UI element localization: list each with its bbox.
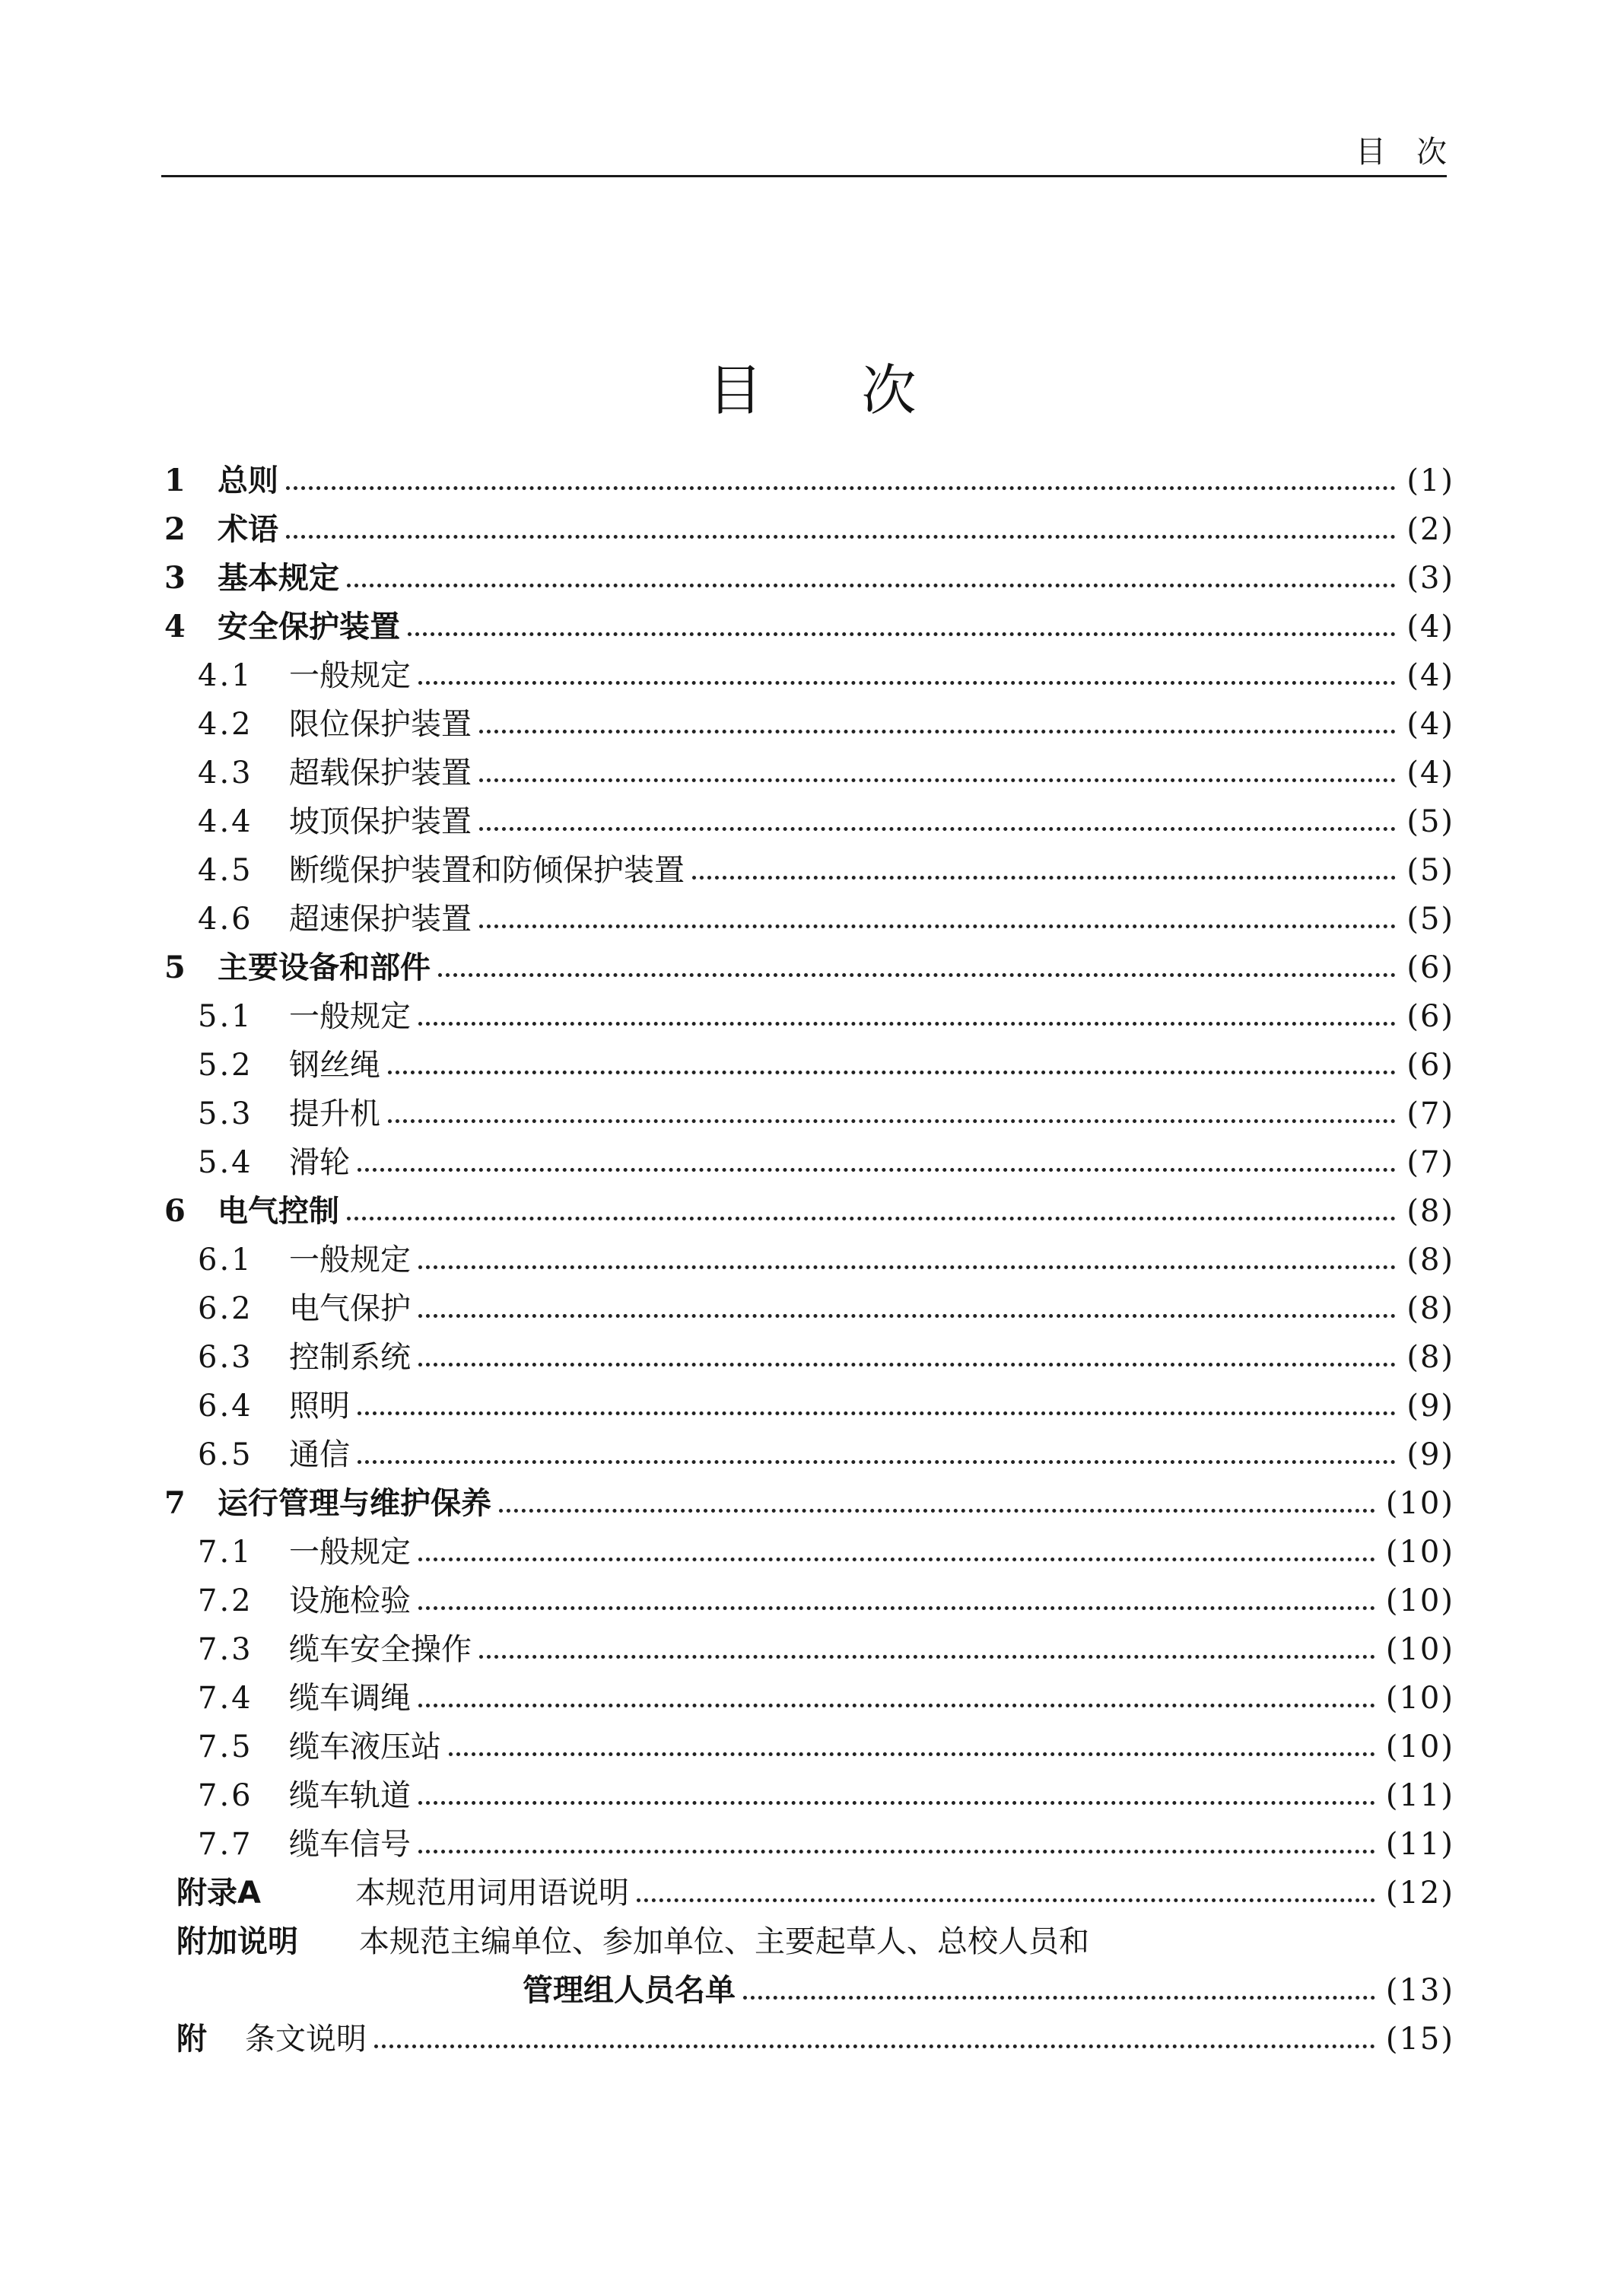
toc-entry-appendix-a[interactable] bbox=[161, 1869, 1454, 1917]
toc-dot-leader bbox=[637, 1898, 1375, 1902]
toc-entry-title: 缆车安全操作 bbox=[289, 1632, 472, 1667]
toc-entry-number: 6.5 bbox=[198, 1437, 253, 1472]
toc-entry-page: ( 5 ) bbox=[1406, 846, 1454, 895]
toc-entry-page: ( 10 ) bbox=[1386, 1577, 1454, 1625]
toc-entry-page: ( 4 ) bbox=[1406, 749, 1454, 797]
toc-dot-leader bbox=[418, 1704, 1375, 1707]
toc-dot-leader bbox=[418, 1558, 1375, 1561]
toc-entry-page: ( 10 ) bbox=[1386, 1625, 1454, 1674]
toc-entry-number: 7 bbox=[164, 1485, 186, 1521]
toc-entry-page: ( 10 ) bbox=[1386, 1479, 1454, 1528]
toc-entry-page: ( 4 ) bbox=[1406, 603, 1454, 651]
toc-dot-leader bbox=[479, 730, 1396, 733]
toc-entry-number: 5.4 bbox=[198, 1145, 253, 1180]
toc-entry-page: ( 10 ) bbox=[1386, 1674, 1454, 1723]
toc-entry-number: 7.6 bbox=[198, 1778, 253, 1813]
toc-entry-title: 坡顶保护装置 bbox=[289, 804, 472, 839]
toc-entry-5-3[interactable] bbox=[161, 1090, 1454, 1138]
toc-entry-title: 断缆保护装置和防倾保护装置 bbox=[289, 853, 685, 888]
toc-dot-leader bbox=[479, 924, 1396, 928]
toc-entry-6-3[interactable] bbox=[161, 1333, 1454, 1382]
toc-entry-page: ( 3 ) bbox=[1406, 554, 1454, 603]
toc-entry-7[interactable] bbox=[161, 1479, 1454, 1528]
toc-entry-7-5[interactable] bbox=[161, 1723, 1454, 1771]
toc-entry-page: ( 6 ) bbox=[1406, 1041, 1454, 1090]
toc-dot-leader bbox=[358, 1168, 1396, 1172]
toc-dot-leader bbox=[347, 1217, 1396, 1220]
toc-dot-leader bbox=[418, 1850, 1375, 1854]
toc-entry-page: ( 10 ) bbox=[1386, 1528, 1454, 1577]
toc-entry-title: 基本规定 bbox=[218, 561, 339, 596]
toc-entry-title: 超速保护装置 bbox=[289, 902, 472, 937]
toc-entry-number: 1 bbox=[164, 463, 186, 498]
toc-entry-page: ( 5 ) bbox=[1406, 895, 1454, 943]
toc-entry-title: 条文说明 bbox=[245, 2022, 367, 2057]
toc-entry-page: ( 12 ) bbox=[1386, 1869, 1454, 1917]
toc-dot-leader bbox=[358, 1411, 1396, 1415]
toc-dot-leader bbox=[438, 973, 1396, 977]
toc-dot-leader bbox=[418, 1363, 1396, 1367]
toc-entry-5-1[interactable] bbox=[161, 992, 1454, 1041]
toc-entry-number: 4.4 bbox=[198, 804, 253, 839]
toc-entry-7-1[interactable] bbox=[161, 1528, 1454, 1577]
toc-entry-6-2[interactable] bbox=[161, 1284, 1454, 1333]
toc-entry-title: 本规范用词用语说明 bbox=[355, 1876, 629, 1911]
toc-dot-leader bbox=[692, 876, 1396, 880]
toc-entry-5-2[interactable] bbox=[161, 1041, 1454, 1090]
toc-entry-title: 钢丝绳 bbox=[289, 1048, 380, 1083]
toc-dot-leader bbox=[418, 681, 1396, 685]
toc-entry-4-6[interactable] bbox=[161, 895, 1454, 943]
toc-entry-7-2[interactable] bbox=[161, 1577, 1454, 1625]
toc-entry-title: 缆车信号 bbox=[289, 1827, 411, 1862]
toc-entry-title: 一般规定 bbox=[289, 999, 411, 1034]
toc-dot-leader bbox=[388, 1071, 1396, 1074]
toc-entry-6-5[interactable] bbox=[161, 1430, 1454, 1479]
toc-entry-label: 附 bbox=[176, 2022, 207, 2057]
toc-entry-3[interactable] bbox=[161, 554, 1454, 603]
toc-entry-7-4[interactable] bbox=[161, 1674, 1454, 1723]
toc-dot-leader bbox=[286, 486, 1396, 490]
toc-entry-page: ( 9 ) bbox=[1406, 1430, 1454, 1479]
toc-entry-title: 缆车调绳 bbox=[289, 1681, 411, 1716]
toc-entry-4[interactable] bbox=[161, 603, 1454, 651]
toc-entry-5-4[interactable] bbox=[161, 1138, 1454, 1187]
toc-entry-number: 7.2 bbox=[198, 1583, 253, 1618]
toc-dot-leader bbox=[408, 632, 1396, 636]
toc-entry-additional-notes-cont[interactable] bbox=[161, 1966, 1454, 2015]
toc-entry-number: 6.3 bbox=[198, 1340, 253, 1375]
toc-entry-page: ( 2 ) bbox=[1406, 505, 1454, 554]
toc-dot-leader bbox=[479, 827, 1396, 831]
toc-entry-number: 6.2 bbox=[198, 1291, 253, 1326]
toc-entry-title: 一般规定 bbox=[289, 658, 411, 693]
toc-dot-leader bbox=[479, 778, 1396, 782]
toc-entry-number: 5.1 bbox=[198, 999, 253, 1034]
toc-entry-page: ( 15 ) bbox=[1386, 2015, 1454, 2064]
toc-entry-title: 控制系统 bbox=[289, 1340, 411, 1375]
toc-dot-leader bbox=[743, 1996, 1375, 2000]
toc-entry-additional-notes[interactable] bbox=[161, 1917, 1454, 1966]
toc-entry-title: 照明 bbox=[289, 1389, 350, 1424]
toc-entry-number: 6.1 bbox=[198, 1243, 253, 1278]
toc-entry-1[interactable] bbox=[161, 457, 1454, 505]
toc-entry-title: 主要设备和部件 bbox=[218, 950, 431, 985]
toc-entry-number: 7.1 bbox=[198, 1535, 253, 1570]
toc-entry-7-6[interactable] bbox=[161, 1771, 1454, 1820]
toc-entry-page: ( 6 ) bbox=[1406, 943, 1454, 992]
toc-dot-leader bbox=[418, 1801, 1375, 1805]
table-of-contents bbox=[161, 457, 1454, 2064]
toc-entry-title: 本规范主编单位、参加单位、主要起草人、总校人员和 bbox=[359, 1924, 1089, 1959]
toc-entry-number: 5.2 bbox=[198, 1048, 253, 1083]
running-header bbox=[161, 114, 1477, 177]
toc-dot-leader bbox=[388, 1119, 1396, 1123]
toc-entry-number: 7.3 bbox=[198, 1632, 253, 1667]
toc-entry-page: ( 9 ) bbox=[1406, 1382, 1454, 1430]
toc-dot-leader bbox=[418, 1314, 1396, 1318]
page-title: 目次 bbox=[707, 358, 1015, 422]
running-header-title: 目次 bbox=[1355, 135, 1477, 170]
toc-entry-number: 6.4 bbox=[198, 1389, 253, 1424]
toc-entry-page: ( 4 ) bbox=[1406, 651, 1454, 700]
toc-dot-leader bbox=[479, 1655, 1375, 1659]
toc-entry-page: ( 7 ) bbox=[1406, 1090, 1454, 1138]
toc-dot-leader bbox=[374, 2044, 1375, 2048]
toc-entry-number: 3 bbox=[164, 560, 186, 596]
toc-entry-7-3[interactable] bbox=[161, 1625, 1454, 1674]
toc-entry-number: 4.6 bbox=[198, 902, 253, 937]
toc-entry-page: ( 5 ) bbox=[1406, 797, 1454, 846]
toc-dot-leader bbox=[358, 1460, 1396, 1464]
toc-entry-title: 术语 bbox=[218, 512, 278, 547]
toc-entry-number: 4.2 bbox=[198, 707, 253, 742]
toc-entry-title: 运行管理与维护保养 bbox=[218, 1486, 491, 1521]
toc-entry-number: 7.7 bbox=[198, 1827, 253, 1862]
toc-entry-page: ( 4 ) bbox=[1406, 700, 1454, 749]
toc-entry-number: 4.1 bbox=[198, 658, 253, 693]
toc-entry-number: 7.4 bbox=[198, 1681, 253, 1716]
toc-entry-title: 设施检验 bbox=[289, 1583, 411, 1618]
toc-entry-label: 附加说明 bbox=[176, 1924, 298, 1959]
toc-entry-clause-notes[interactable] bbox=[161, 2015, 1454, 2064]
toc-entry-page: ( 8 ) bbox=[1406, 1333, 1454, 1382]
toc-entry-page: ( 8 ) bbox=[1406, 1236, 1454, 1284]
toc-entry-title: 滑轮 bbox=[289, 1145, 350, 1180]
toc-dot-leader bbox=[499, 1509, 1375, 1513]
toc-entry-page: ( 11 ) bbox=[1386, 1820, 1454, 1869]
toc-entry-number: 4.3 bbox=[198, 756, 253, 791]
toc-entry-title: 管理组人员名单 bbox=[523, 1973, 736, 2008]
toc-entry-title: 缆车液压站 bbox=[289, 1729, 441, 1764]
toc-entry-number: 2 bbox=[164, 511, 186, 547]
toc-entry-page: ( 11 ) bbox=[1386, 1771, 1454, 1820]
toc-dot-leader bbox=[418, 1265, 1396, 1269]
toc-entry-6-1[interactable] bbox=[161, 1236, 1454, 1284]
toc-entry-page: ( 10 ) bbox=[1386, 1723, 1454, 1771]
toc-entry-title: 安全保护装置 bbox=[218, 609, 400, 644]
toc-entry-page: ( 13 ) bbox=[1386, 1966, 1454, 2015]
toc-entry-title: 提升机 bbox=[289, 1096, 380, 1131]
toc-entry-7-7[interactable] bbox=[161, 1820, 1454, 1869]
toc-entry-title: 总则 bbox=[218, 463, 278, 498]
toc-entry-4-5[interactable] bbox=[161, 846, 1454, 895]
toc-entry-4-3[interactable] bbox=[161, 749, 1454, 797]
toc-dot-leader bbox=[449, 1752, 1375, 1756]
toc-entry-number: 4.5 bbox=[198, 853, 253, 888]
toc-entry-number: 5.3 bbox=[198, 1096, 253, 1131]
toc-entry-page: ( 8 ) bbox=[1406, 1187, 1454, 1236]
toc-entry-label: 附录A bbox=[176, 1876, 261, 1911]
toc-entry-4-2[interactable] bbox=[161, 700, 1454, 749]
toc-entry-2[interactable] bbox=[161, 505, 1454, 554]
toc-entry-title: 缆车轨道 bbox=[289, 1778, 411, 1813]
toc-dot-leader bbox=[347, 584, 1396, 587]
toc-entry-number: 4 bbox=[164, 609, 186, 644]
toc-entry-title: 电气保护 bbox=[289, 1291, 411, 1326]
toc-entry-number: 5 bbox=[164, 950, 186, 985]
toc-entry-number: 6 bbox=[164, 1193, 186, 1229]
toc-entry-title: 限位保护装置 bbox=[289, 707, 472, 742]
toc-entry-4-1[interactable] bbox=[161, 651, 1454, 700]
toc-entry-title: 一般规定 bbox=[289, 1243, 411, 1278]
toc-entry-title: 超载保护装置 bbox=[289, 756, 472, 791]
toc-entry-page: ( 8 ) bbox=[1406, 1284, 1454, 1333]
toc-entry-page: ( 6 ) bbox=[1406, 992, 1454, 1041]
toc-entry-4-4[interactable] bbox=[161, 797, 1454, 846]
toc-entry-page: ( 1 ) bbox=[1406, 457, 1454, 505]
toc-entry-5[interactable] bbox=[161, 943, 1454, 992]
toc-entry-6[interactable] bbox=[161, 1187, 1454, 1236]
toc-entry-number: 7.5 bbox=[198, 1729, 253, 1764]
toc-entry-page: ( 7 ) bbox=[1406, 1138, 1454, 1187]
toc-entry-title: 一般规定 bbox=[289, 1535, 411, 1570]
toc-dot-leader bbox=[286, 535, 1396, 539]
toc-entry-title: 通信 bbox=[289, 1437, 350, 1472]
toc-entry-title: 电气控制 bbox=[218, 1194, 339, 1229]
toc-dot-leader bbox=[418, 1606, 1375, 1610]
toc-dot-leader bbox=[418, 1022, 1396, 1026]
toc-entry-6-4[interactable] bbox=[161, 1382, 1454, 1430]
